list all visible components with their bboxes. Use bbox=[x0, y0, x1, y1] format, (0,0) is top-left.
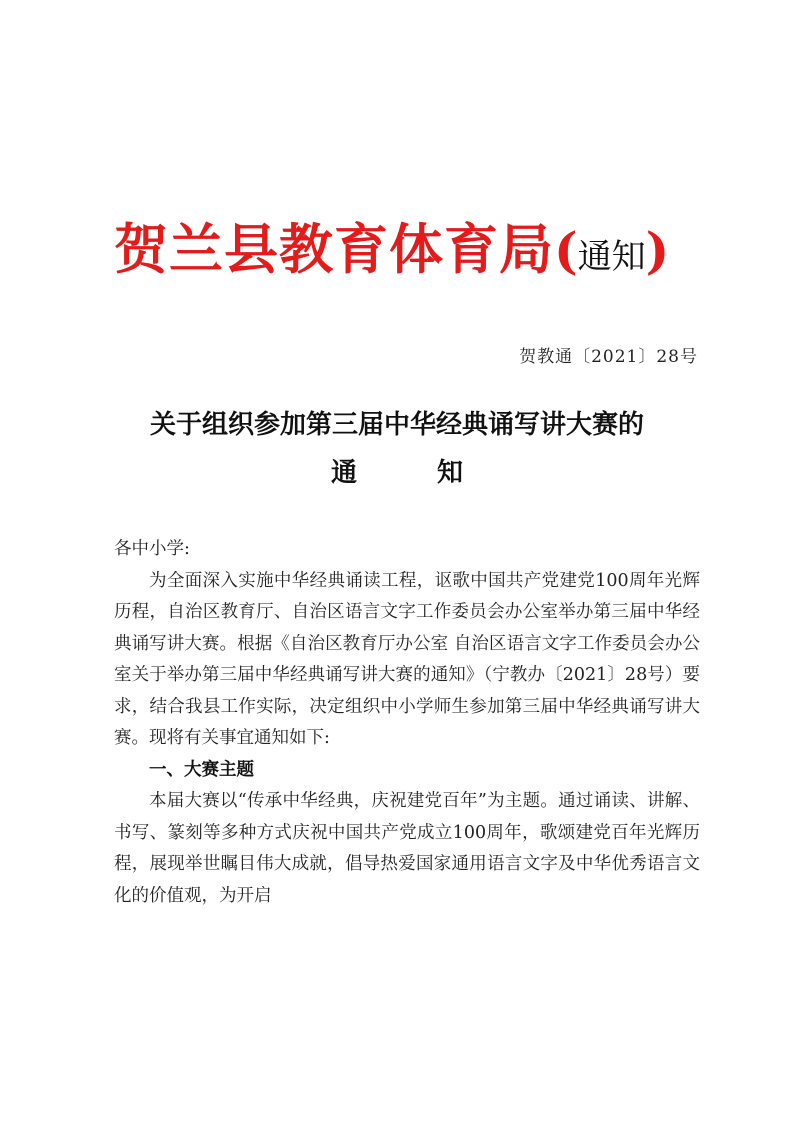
document-body bbox=[114, 534, 700, 912]
letterhead-open-paren: ( bbox=[554, 221, 578, 280]
letterhead-agency-name: 贺兰县教育体育局 bbox=[114, 217, 554, 281]
document-title-line-2 bbox=[0, 452, 794, 489]
letterhead bbox=[114, 217, 670, 281]
letterhead-document-kind: 通知 bbox=[577, 237, 646, 277]
section-1-heading: 一、大赛主题 bbox=[149, 759, 254, 780]
document-title-char-1: 通 bbox=[330, 458, 357, 488]
salutation: 各中小学: bbox=[114, 539, 190, 559]
section-1-paragraph: 本届大赛以“传承中华经典，庆祝建党百年”为主题。通过诵读、讲解、书写、篆刻等多种方式庆祝中国共产党成立100周年，歌颂建党百年光辉历程，展现举世瞩目伟大成就，倡导热爱国家通用语言文字及中华优秀语言文化的价值观，为开启 bbox=[114, 791, 700, 906]
letterhead-close-paren: ) bbox=[645, 221, 670, 280]
document-number: 贺教通〔2021〕28号 bbox=[519, 347, 698, 367]
intro-paragraph: 为全面深入实施中华经典诵读工程，讴歌中国共产党建党100周年光辉历程，自治区教育厅、自治区语言文字工作委员会办公室举办第三届中华经典诵写讲大赛。根据《自治区教育厅办公室 自治区语言文字工作委员会办公室关于举办第三届中华经典诵写讲大赛的通知》（宁教办〔2021〕28号）要求，结合我县工作实际，决定组织中小学师生参加第三届中华经典诵写讲大赛。现将有关事宜通知如下: bbox=[114, 570, 700, 748]
document-title-char-2: 知 bbox=[437, 458, 464, 488]
document-title-line-1: 关于组织参加第三届中华经典诵写讲大赛的 bbox=[149, 410, 644, 440]
